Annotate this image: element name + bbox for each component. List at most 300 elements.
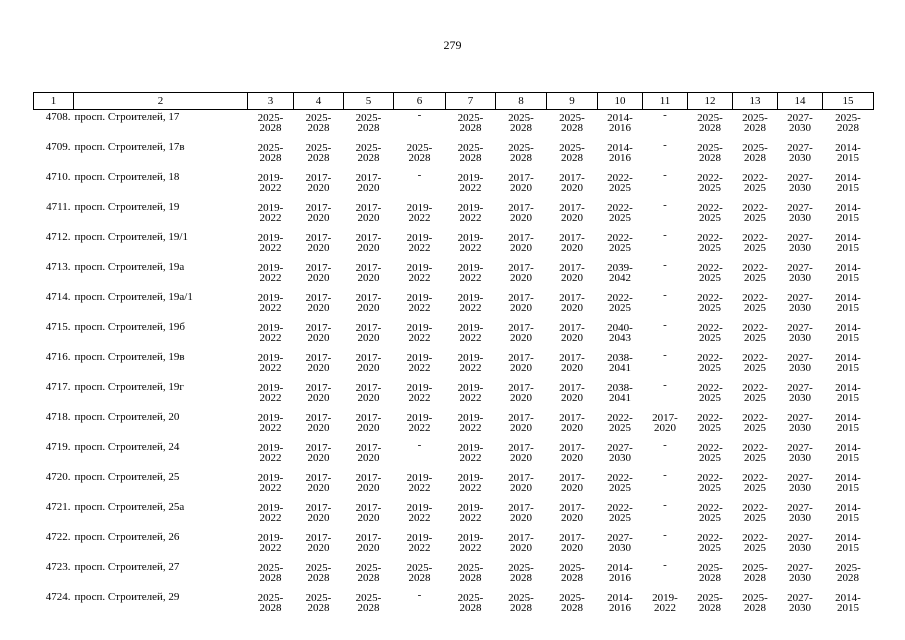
row-address: просп. Строителей, 19/1 bbox=[74, 231, 188, 243]
cell-value: 2025- 2028 bbox=[457, 142, 484, 164]
row-cell bbox=[496, 530, 547, 560]
cell-value: 2017- 2020 bbox=[355, 232, 382, 254]
row-cell bbox=[598, 140, 643, 170]
row-cell bbox=[778, 320, 823, 350]
row-cell bbox=[547, 470, 598, 500]
row-cell bbox=[778, 170, 823, 200]
row-number: 4723. bbox=[45, 561, 71, 573]
row-cell bbox=[394, 260, 446, 290]
row-cell bbox=[643, 200, 688, 230]
table-row bbox=[34, 590, 874, 620]
cell-value: 2014- 2015 bbox=[835, 352, 861, 374]
cell-value: 2019- 2022 bbox=[457, 472, 484, 494]
cell-value: 2025- 2028 bbox=[305, 592, 332, 614]
cell-value: 2022- 2025 bbox=[742, 172, 768, 194]
cell-value: - bbox=[663, 199, 667, 211]
row-cell bbox=[394, 200, 446, 230]
row-cell bbox=[823, 590, 874, 620]
row-cell bbox=[344, 200, 394, 230]
cell-value: 2025- 2028 bbox=[305, 562, 332, 584]
row-cell bbox=[394, 350, 446, 380]
cell-value: 2025- 2028 bbox=[742, 112, 768, 134]
column-header-14: 14 bbox=[778, 93, 823, 110]
row-cell bbox=[248, 260, 294, 290]
row-cell bbox=[446, 350, 496, 380]
cell-value: 2025- 2028 bbox=[457, 592, 484, 614]
row-cell bbox=[688, 410, 733, 440]
row-cell bbox=[248, 110, 294, 141]
row-cell bbox=[294, 350, 344, 380]
cell-value: 2027- 2030 bbox=[607, 442, 633, 464]
table-row bbox=[34, 410, 874, 440]
cell-value: - bbox=[663, 289, 667, 301]
row-cell bbox=[547, 140, 598, 170]
schedule-table bbox=[33, 92, 874, 620]
row-number: 4715. bbox=[45, 321, 71, 333]
row-cell bbox=[344, 440, 394, 470]
cell-value: - bbox=[663, 469, 667, 481]
row-cell bbox=[344, 530, 394, 560]
row-cell bbox=[294, 260, 344, 290]
cell-value: 2017- 2020 bbox=[559, 202, 585, 224]
row-cell bbox=[688, 200, 733, 230]
cell-value: 2017- 2020 bbox=[559, 322, 585, 344]
cell-value: 2019- 2022 bbox=[406, 502, 433, 524]
cell-value: 2017- 2020 bbox=[508, 472, 534, 494]
cell-value: 2025- 2028 bbox=[355, 112, 382, 134]
cell-value: - bbox=[663, 499, 667, 511]
row-cell bbox=[248, 530, 294, 560]
row-cell bbox=[446, 380, 496, 410]
cell-value: 2022- 2025 bbox=[607, 292, 633, 314]
cell-value: 2017- 2020 bbox=[508, 292, 534, 314]
column-header-13: 13 bbox=[733, 93, 778, 110]
cell-value: 2022- 2025 bbox=[697, 382, 723, 404]
row-number: 4721. bbox=[45, 501, 71, 513]
row-cell bbox=[547, 530, 598, 560]
row-cell bbox=[823, 560, 874, 590]
row-cell bbox=[598, 290, 643, 320]
row-cell bbox=[823, 200, 874, 230]
cell-value: - bbox=[663, 439, 667, 451]
cell-value: 2017- 2020 bbox=[355, 202, 382, 224]
row-number: 4718. bbox=[45, 411, 71, 423]
cell-value: 2022- 2025 bbox=[697, 202, 723, 224]
cell-value: 2025- 2028 bbox=[559, 592, 585, 614]
row-cell bbox=[344, 260, 394, 290]
cell-value: 2019- 2022 bbox=[257, 502, 284, 524]
row-cell bbox=[547, 500, 598, 530]
cell-value: 2014- 2015 bbox=[835, 592, 861, 614]
cell-value: 2027- 2030 bbox=[787, 442, 813, 464]
row-cell bbox=[643, 230, 688, 260]
cell-value: 2017- 2020 bbox=[559, 262, 585, 284]
cell-value: 2014- 2015 bbox=[835, 142, 861, 164]
cell-value: 2025- 2028 bbox=[697, 592, 723, 614]
cell-value: 2017- 2020 bbox=[559, 502, 585, 524]
cell-value: 2014- 2016 bbox=[607, 562, 633, 584]
cell-value: 2019- 2022 bbox=[406, 262, 433, 284]
cell-value: 2017- 2020 bbox=[305, 502, 332, 524]
cell-value: 2019- 2022 bbox=[457, 442, 484, 464]
cell-value: 2022- 2025 bbox=[697, 322, 723, 344]
row-cell bbox=[643, 170, 688, 200]
cell-value: 2014- 2016 bbox=[607, 142, 633, 164]
cell-value: 2017- 2020 bbox=[305, 442, 332, 464]
row-cell bbox=[496, 290, 547, 320]
table-row bbox=[34, 140, 874, 170]
row-cell bbox=[823, 290, 874, 320]
table-body bbox=[34, 110, 874, 621]
cell-value: 2025- 2028 bbox=[559, 562, 585, 584]
cell-value: 2019- 2022 bbox=[406, 232, 433, 254]
row-cell bbox=[823, 170, 874, 200]
cell-value: 2027- 2030 bbox=[787, 112, 813, 134]
cell-value: 2014- 2016 bbox=[607, 112, 633, 134]
row-cell bbox=[496, 110, 547, 141]
cell-value: 2017- 2020 bbox=[508, 352, 534, 374]
cell-value: 2017- 2020 bbox=[559, 412, 585, 434]
row-address: просп. Строителей, 19в bbox=[74, 351, 185, 363]
cell-value: 2022- 2025 bbox=[607, 412, 633, 434]
cell-value: 2019- 2022 bbox=[457, 412, 484, 434]
cell-value: - bbox=[663, 169, 667, 181]
row-cell bbox=[394, 530, 446, 560]
table-row bbox=[34, 290, 874, 320]
row-cell bbox=[394, 170, 446, 200]
row-cell bbox=[394, 320, 446, 350]
cell-value: 2019- 2022 bbox=[457, 172, 484, 194]
row-cell bbox=[294, 470, 344, 500]
column-header-6: 6 bbox=[394, 93, 446, 110]
row-cell bbox=[344, 170, 394, 200]
row-cell bbox=[446, 560, 496, 590]
row-cell bbox=[344, 290, 394, 320]
cell-value: - bbox=[663, 139, 667, 151]
cell-value: 2019- 2022 bbox=[257, 202, 284, 224]
cell-value: 2014- 2015 bbox=[835, 202, 861, 224]
cell-value: 2019- 2022 bbox=[406, 532, 433, 554]
row-cell bbox=[294, 590, 344, 620]
cell-value: 2017- 2020 bbox=[305, 172, 332, 194]
cell-value: 2017- 2020 bbox=[355, 412, 382, 434]
row-cell bbox=[733, 230, 778, 260]
row-number: 4722. bbox=[45, 531, 71, 543]
cell-value: 2017- 2020 bbox=[559, 532, 585, 554]
cell-value: 2019- 2022 bbox=[406, 352, 433, 374]
cell-value: 2027- 2030 bbox=[787, 532, 813, 554]
cell-value: 2014- 2015 bbox=[835, 232, 861, 254]
row-cell bbox=[688, 440, 733, 470]
row-cell bbox=[248, 170, 294, 200]
row-cell bbox=[733, 260, 778, 290]
cell-value: 2025- 2028 bbox=[508, 592, 534, 614]
cell-value: 2019- 2022 bbox=[406, 472, 433, 494]
cell-value: 2022- 2025 bbox=[697, 232, 723, 254]
cell-value: 2022- 2025 bbox=[742, 292, 768, 314]
cell-value: 2017- 2020 bbox=[508, 502, 534, 524]
row-cell bbox=[733, 140, 778, 170]
cell-value: 2022- 2025 bbox=[697, 532, 723, 554]
row-cell bbox=[688, 110, 733, 141]
cell-value: 2025- 2028 bbox=[559, 142, 585, 164]
row-cell bbox=[688, 500, 733, 530]
cell-value: - bbox=[417, 589, 422, 601]
cell-value: 2019- 2022 bbox=[257, 322, 284, 344]
cell-value: 2017- 2020 bbox=[559, 172, 585, 194]
column-header-9: 9 bbox=[547, 93, 598, 110]
row-number: 4720. bbox=[45, 471, 71, 483]
row-cell bbox=[496, 470, 547, 500]
row-cell bbox=[733, 500, 778, 530]
row-cell bbox=[394, 290, 446, 320]
row-cell bbox=[598, 200, 643, 230]
row-number: 4710. bbox=[45, 171, 71, 183]
row-cell bbox=[823, 410, 874, 440]
cell-value: 2027- 2030 bbox=[787, 502, 813, 524]
cell-value: 2019- 2022 bbox=[457, 262, 484, 284]
cell-value: 2019- 2022 bbox=[257, 532, 284, 554]
table-row bbox=[34, 380, 874, 410]
row-cell bbox=[547, 590, 598, 620]
row-cell bbox=[496, 350, 547, 380]
row-address: просп. Строителей, 24 bbox=[74, 441, 180, 453]
row-cell bbox=[446, 290, 496, 320]
cell-value: 2017- 2020 bbox=[508, 172, 534, 194]
cell-value: 2019- 2022 bbox=[257, 382, 284, 404]
row-cell bbox=[446, 230, 496, 260]
cell-value: 2022- 2025 bbox=[742, 502, 768, 524]
cell-value: 2025- 2028 bbox=[355, 592, 382, 614]
cell-value: 2019- 2022 bbox=[457, 322, 484, 344]
row-address: просп. Строителей, 19б bbox=[74, 321, 185, 333]
header-row bbox=[34, 93, 874, 110]
table-row bbox=[34, 470, 874, 500]
cell-value: 2039- 2042 bbox=[607, 262, 633, 284]
row-cell bbox=[823, 500, 874, 530]
row-cell bbox=[394, 110, 446, 141]
cell-value: 2025- 2028 bbox=[697, 142, 723, 164]
cell-value: 2038- 2041 bbox=[607, 382, 633, 404]
row-number: 4719. bbox=[45, 441, 71, 453]
column-header-1: 1 bbox=[34, 93, 74, 110]
row-cell bbox=[248, 500, 294, 530]
row-address: просп. Строителей, 18 bbox=[74, 171, 180, 183]
row-cell bbox=[643, 590, 688, 620]
cell-value: 2014- 2015 bbox=[835, 442, 861, 464]
row-cell bbox=[496, 260, 547, 290]
row-cell bbox=[778, 110, 823, 141]
cell-value: 2022- 2025 bbox=[697, 172, 723, 194]
cell-value: 2022- 2025 bbox=[742, 532, 768, 554]
row-number: 4711. bbox=[46, 201, 71, 213]
row-cell bbox=[248, 140, 294, 170]
row-cell bbox=[688, 380, 733, 410]
cell-value: 2025- 2028 bbox=[305, 142, 332, 164]
row-cell bbox=[598, 230, 643, 260]
row-cell bbox=[688, 290, 733, 320]
cell-value: 2014- 2015 bbox=[835, 292, 861, 314]
cell-value: 2017- 2020 bbox=[355, 262, 382, 284]
row-cell bbox=[446, 500, 496, 530]
row-cell bbox=[778, 200, 823, 230]
cell-value: 2025- 2028 bbox=[697, 562, 723, 584]
cell-value: 2027- 2030 bbox=[787, 562, 813, 584]
cell-value: 2040- 2043 bbox=[607, 322, 633, 344]
cell-value: 2017- 2020 bbox=[508, 262, 534, 284]
row-cell bbox=[643, 440, 688, 470]
cell-value: - bbox=[663, 379, 667, 391]
cell-value: 2017- 2020 bbox=[508, 442, 534, 464]
cell-value: 2022- 2025 bbox=[742, 382, 768, 404]
cell-value: 2019- 2022 bbox=[406, 412, 433, 434]
row-cell bbox=[344, 380, 394, 410]
row-address: просп. Строителей, 25 bbox=[74, 471, 180, 483]
cell-value: 2017- 2020 bbox=[508, 202, 534, 224]
cell-value: 2027- 2030 bbox=[787, 232, 813, 254]
cell-value: 2027- 2030 bbox=[787, 382, 813, 404]
row-cell bbox=[294, 440, 344, 470]
row-cell bbox=[643, 380, 688, 410]
cell-value: 2025- 2028 bbox=[508, 142, 534, 164]
cell-value: - bbox=[663, 259, 667, 271]
row-cell bbox=[598, 560, 643, 590]
row-cell bbox=[446, 170, 496, 200]
row-cell bbox=[688, 230, 733, 260]
table-row bbox=[34, 170, 874, 200]
row-cell bbox=[823, 140, 874, 170]
row-number: 4713. bbox=[45, 261, 71, 273]
cell-value: 2022- 2025 bbox=[742, 262, 768, 284]
row-cell bbox=[547, 200, 598, 230]
row-cell bbox=[344, 350, 394, 380]
table-row bbox=[34, 260, 874, 290]
row-cell bbox=[643, 350, 688, 380]
column-header-2: 2 bbox=[74, 93, 248, 110]
row-cell bbox=[446, 260, 496, 290]
cell-value: 2027- 2030 bbox=[787, 142, 813, 164]
row-cell bbox=[547, 350, 598, 380]
row-cell bbox=[598, 320, 643, 350]
cell-value: 2025- 2028 bbox=[835, 112, 861, 134]
row-cell bbox=[778, 470, 823, 500]
cell-value: 2017- 2020 bbox=[559, 352, 585, 374]
row-cell bbox=[643, 530, 688, 560]
cell-value: 2022- 2025 bbox=[607, 172, 633, 194]
cell-value: 2019- 2022 bbox=[406, 322, 433, 344]
table-row bbox=[34, 230, 874, 260]
cell-value: 2025- 2028 bbox=[508, 562, 534, 584]
cell-value: 2025- 2028 bbox=[257, 112, 284, 134]
row-cell bbox=[598, 410, 643, 440]
cell-value: - bbox=[663, 229, 667, 241]
cell-value: 2025- 2028 bbox=[508, 112, 534, 134]
cell-value: 2025- 2028 bbox=[355, 562, 382, 584]
cell-value: 2017- 2020 bbox=[305, 262, 332, 284]
cell-value: 2014- 2015 bbox=[835, 412, 861, 434]
table-row bbox=[34, 560, 874, 590]
cell-value: 2025- 2028 bbox=[742, 562, 768, 584]
cell-value: 2025- 2028 bbox=[257, 562, 284, 584]
row-cell bbox=[778, 410, 823, 440]
row-cell bbox=[733, 440, 778, 470]
cell-value: 2017- 2020 bbox=[508, 322, 534, 344]
cell-value: 2017- 2020 bbox=[508, 532, 534, 554]
cell-value: 2017- 2020 bbox=[305, 472, 332, 494]
row-cell bbox=[688, 530, 733, 560]
row-cell bbox=[823, 320, 874, 350]
row-cell bbox=[778, 590, 823, 620]
row-cell bbox=[294, 320, 344, 350]
cell-value: 2025- 2028 bbox=[559, 112, 585, 134]
row-cell bbox=[446, 590, 496, 620]
row-address: просп. Строителей, 25а bbox=[74, 501, 185, 513]
table-row bbox=[34, 530, 874, 560]
row-number: 4724. bbox=[45, 591, 71, 603]
row-cell bbox=[496, 410, 547, 440]
cell-value: 2019- 2022 bbox=[457, 292, 484, 314]
cell-value: 2025- 2028 bbox=[406, 142, 433, 164]
column-header-3: 3 bbox=[248, 93, 294, 110]
row-cell bbox=[496, 440, 547, 470]
cell-value: 2017- 2020 bbox=[559, 442, 585, 464]
row-cell bbox=[733, 200, 778, 230]
row-cell bbox=[547, 170, 598, 200]
row-cell bbox=[547, 230, 598, 260]
row-cell bbox=[733, 320, 778, 350]
row-cell bbox=[394, 380, 446, 410]
row-cell bbox=[344, 470, 394, 500]
row-cell bbox=[394, 230, 446, 260]
row-cell bbox=[547, 110, 598, 141]
row-cell bbox=[446, 530, 496, 560]
cell-value: - bbox=[663, 109, 667, 121]
cell-value: - bbox=[417, 439, 422, 451]
cell-value: 2017- 2020 bbox=[305, 232, 332, 254]
cell-value: 2017- 2020 bbox=[559, 472, 585, 494]
row-cell bbox=[248, 470, 294, 500]
cell-value: 2019- 2022 bbox=[257, 352, 284, 374]
cell-value: 2027- 2030 bbox=[787, 172, 813, 194]
cell-value: 2017- 2020 bbox=[305, 352, 332, 374]
row-cell bbox=[294, 170, 344, 200]
cell-value: 2017- 2020 bbox=[559, 382, 585, 404]
row-cell bbox=[344, 320, 394, 350]
row-cell bbox=[643, 410, 688, 440]
row-cell bbox=[446, 410, 496, 440]
row-cell bbox=[688, 470, 733, 500]
row-cell bbox=[547, 290, 598, 320]
column-header-11: 11 bbox=[643, 93, 688, 110]
row-cell bbox=[294, 110, 344, 141]
row-cell bbox=[344, 230, 394, 260]
row-cell bbox=[733, 170, 778, 200]
cell-value: 2019- 2022 bbox=[257, 172, 284, 194]
row-cell bbox=[496, 320, 547, 350]
row-cell bbox=[248, 230, 294, 260]
row-cell bbox=[496, 560, 547, 590]
table-row bbox=[34, 110, 874, 141]
row-cell bbox=[643, 500, 688, 530]
row-cell bbox=[823, 380, 874, 410]
cell-value: 2025- 2028 bbox=[406, 562, 433, 584]
row-cell bbox=[394, 440, 446, 470]
row-cell bbox=[733, 350, 778, 380]
row-cell bbox=[733, 380, 778, 410]
cell-value: 2019- 2022 bbox=[457, 382, 484, 404]
row-cell bbox=[643, 140, 688, 170]
row-number: 4714. bbox=[45, 291, 71, 303]
